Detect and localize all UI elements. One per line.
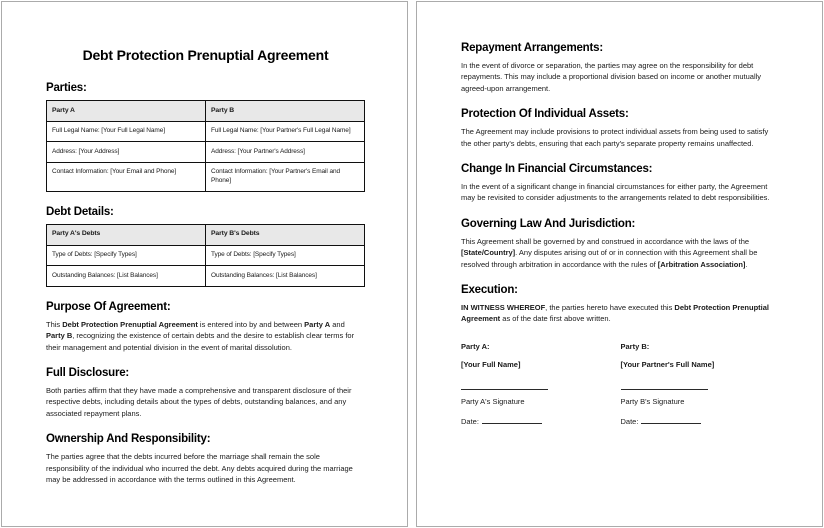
bold-term: [Arbitration Association] <box>657 259 746 269</box>
debt-details-table <box>46 224 365 287</box>
party-b-date-row <box>621 415 781 426</box>
signature-block <box>461 342 780 426</box>
bold-term: [State/Country] <box>461 248 516 258</box>
parties-table <box>46 100 365 192</box>
party-a-signature-label: Party A's Signature <box>461 396 525 406</box>
text-segment: , the parties hereto have executed this <box>545 303 675 313</box>
debt-cell-type-b: Type of Debts: [Specify Types] <box>206 245 365 266</box>
document-title: Debt Protection Prenuptial Agreement <box>82 47 329 63</box>
parties-cell-address-a: Address: [Your Address] <box>47 142 206 163</box>
parties-table-header-party-b: Party B <box>206 101 365 122</box>
debt-cell-balance-a: Outstanding Balances: [List Balances] <box>47 266 206 287</box>
repayment-paragraph: In the event of divorce or separation, the parties may agree on the responsibility for debt repayments. This may include a proportional division based on income or another mutually agreed-upon arrangement. <box>461 61 762 93</box>
section-heading-governing: Governing Law And Jurisdiction: <box>461 217 636 230</box>
table-row <box>47 142 365 163</box>
text-segment: , recognizing the existence of certain debts and the desire to establish clear terms for their management and potential division in the event of marital dissolution. <box>46 331 355 352</box>
text-segment: as of the date first above written. <box>500 314 611 324</box>
text-segment: . <box>745 259 748 269</box>
protection-paragraph: The Agreement may include provisions to protect individual assets from being used to satisfy the other party's debts, ensuring that each party's separate property remains unaffected. <box>461 127 769 148</box>
parties-cell-contact-b: Contact Information: [Your Partner's Email and Phone] <box>206 162 365 191</box>
text-segment: This Agreement shall be governed by and construed in accordance with the laws of the <box>461 236 750 246</box>
debt-table-header-row <box>47 224 365 245</box>
bold-term: Party A <box>304 319 331 329</box>
section-heading-purpose: Purpose Of Agreement: <box>46 300 171 313</box>
page-2 <box>416 1 823 527</box>
bold-term: Party B <box>46 331 73 341</box>
section-heading-protection: Protection Of Individual Assets: <box>461 108 629 121</box>
ownership-paragraph: The parties agree that the debts incurred before the marriage shall remain the sole responsibility of the individual who incurred the debt. Any debts acquired during the marriage may be addressed in accordance with the terms outlined in this Agreement. <box>46 452 353 484</box>
section-heading-ownership: Ownership And Responsibility: <box>46 433 211 446</box>
table-row <box>47 121 365 142</box>
parties-cell-name-a: Full Legal Name: [Your Full Legal Name] <box>47 121 206 142</box>
text-segment: is entered into by and between <box>197 319 305 329</box>
section-heading-change: Change In Financial Circumstances: <box>461 163 653 176</box>
table-row <box>47 162 365 191</box>
governing-paragraph <box>461 236 780 270</box>
full-disclosure-paragraph: Both parties affirm that they have made a comprehensive and transparent disclosure of their respective debts, including details about the types of debts, outstanding balances, and any associated repayment plans. <box>46 385 352 418</box>
page-1 <box>1 1 408 527</box>
parties-table-header-row <box>47 101 365 122</box>
party-a-date-line <box>482 415 542 424</box>
signature-column-party-a <box>461 342 621 426</box>
section-heading-debt-details: Debt Details: <box>46 205 114 218</box>
party-b-date-line <box>641 415 701 424</box>
table-row <box>47 245 365 266</box>
debt-cell-type-a: Type of Debts: [Specify Types] <box>47 245 206 266</box>
parties-cell-address-b: Address: [Your Partner's Address] <box>206 142 365 163</box>
parties-cell-contact-a: Contact Information: [Your Email and Phone] <box>47 162 206 191</box>
party-a-signature-line <box>461 369 548 390</box>
parties-cell-name-b: Full Legal Name: [Your Partner's Full Legal Name] <box>206 121 365 142</box>
party-b-signature-label: Party B's Signature <box>620 396 685 406</box>
section-heading-execution: Execution: <box>461 284 518 297</box>
text-segment: . Any disputes arising out of or in connection with this Agreement shall be resolved through arbitration in accordance with the rules of <box>461 248 758 269</box>
bold-term: Debt Protection Prenuptial Agreement <box>62 319 198 329</box>
text-segment: and <box>330 319 345 329</box>
text-segment: This <box>46 319 63 329</box>
section-heading-parties: Parties: <box>46 82 87 94</box>
party-b-label: Party B: <box>620 341 650 351</box>
section-heading-repayment: Repayment Arrangements: <box>461 42 603 54</box>
change-paragraph: In the event of a significant change in financial circumstances for either party, the Agreement may be revisited to consider adjustments to the arrangements related to debt responsibilities. <box>461 182 770 203</box>
debt-cell-balance-b: Outstanding Balances: [List Balances] <box>206 266 365 287</box>
party-b-date-label: Date: <box>620 416 639 426</box>
parties-table-header-party-a: Party A <box>47 101 206 122</box>
party-a-date-label: Date: <box>461 416 479 426</box>
signature-column-party-b <box>621 342 781 426</box>
table-row <box>47 266 365 287</box>
debt-table-header-party-a: Party A's Debts <box>47 224 206 245</box>
section-heading-full-disclosure: Full Disclosure: <box>46 366 130 379</box>
party-b-name: [Your Partner's Full Name] <box>620 359 715 369</box>
bold-term: Debt Protection Prenuptial Agreement <box>461 303 770 324</box>
purpose-paragraph <box>46 319 365 353</box>
party-a-date-row <box>461 415 621 426</box>
debt-table-header-party-b: Party B's Debts <box>206 224 365 245</box>
bold-term: IN WITNESS WHEREOF <box>461 303 546 313</box>
party-a-label: Party A: <box>461 341 490 351</box>
party-a-name: [Your Full Name] <box>461 359 521 369</box>
execution-paragraph <box>461 302 780 325</box>
party-b-signature-line <box>621 369 708 390</box>
